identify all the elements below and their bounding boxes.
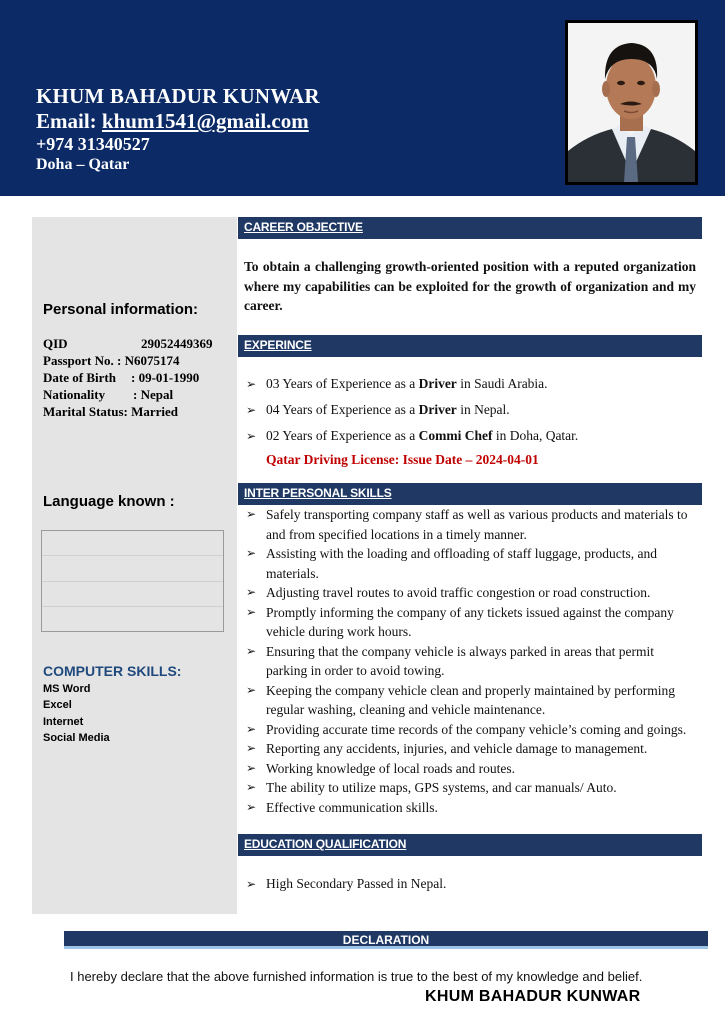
arrowhead-bullet-icon: ➢: [246, 377, 257, 391]
education-item: [246, 876, 446, 892]
marital-label: Marital Status:: [43, 404, 128, 419]
experience-role: Driver: [418, 402, 457, 417]
education-text: High Secondary Passed in Nepal.: [266, 876, 447, 891]
declaration-text: I hereby declare that the above furnished information is true to the best of my knowledge and belief.: [70, 969, 643, 984]
arrowhead-bullet-icon: ➢: [246, 643, 257, 658]
list-item: [246, 583, 698, 603]
experience-role: Driver: [418, 376, 457, 391]
language-table-row-divider: [42, 581, 223, 582]
skills-list: [246, 505, 698, 817]
arrowhead-bullet-icon: ➢: [246, 799, 257, 814]
dob-label: Date of Birth: [43, 370, 116, 385]
language-heading: Language known :: [43, 493, 175, 510]
skill-text: Safely transporting company staff as well as various products and materials to and from specified locations in a timely manner.: [266, 507, 688, 542]
skill-text: Effective communication skills.: [266, 799, 438, 815]
language-table: [41, 530, 224, 632]
skill-text: Ensuring that the company vehicle is always parked in areas that permit parking in order to avoid towing.: [266, 643, 654, 678]
qid-label: QID: [43, 336, 68, 351]
arrowhead-bullet-icon: ➢: [246, 403, 257, 417]
experience-item: [246, 402, 510, 418]
personal-row-passport: [43, 353, 180, 369]
list-item: [246, 681, 698, 720]
arrowhead-bullet-icon: ➢: [246, 507, 257, 521]
section-title: EDUCATION QUALIFICATION: [244, 837, 407, 851]
nationality-label: Nationality: [43, 387, 106, 402]
skill-text: The ability to utilize maps, GPS systems, and car manuals/ Auto.: [266, 780, 617, 795]
list-item: [246, 642, 698, 681]
skill-text: Adjusting travel routes to avoid traffic congestion or road construction.: [266, 585, 651, 600]
section-title: CAREER OBJECTIVE: [244, 220, 363, 234]
profile-photo: [565, 20, 698, 185]
arrowhead-bullet-icon: ➢: [246, 546, 257, 560]
list-item: [246, 778, 698, 798]
dob-value: : 09-01-1990: [131, 370, 200, 385]
list-item: [246, 505, 698, 544]
phone-number: +974 31340527: [36, 134, 150, 154]
objective-text: To obtain a challenging growth-oriented position with a reputed organization where my capabilities can be exploited for the growth of organization and my career.: [244, 259, 696, 313]
personal-row-qid: [43, 336, 213, 352]
personal-row-dob: [43, 370, 200, 386]
experience-place: in Saudi Arabia.: [456, 376, 548, 391]
list-item: [246, 798, 698, 818]
arrowhead-bullet-icon: ➢: [246, 604, 257, 619]
experience-role: Commi Chef: [418, 428, 493, 443]
experience-text: 03 Years of Experience as a: [266, 376, 419, 391]
driving-license-note: Qatar Driving License: Issue Date – 2024-04-01: [266, 452, 539, 467]
computer-skills-heading: COMPUTER SKILLS:: [43, 663, 182, 679]
arrowhead-bullet-icon: ➢: [246, 741, 257, 755]
arrowhead-bullet-icon: ➢: [246, 585, 257, 599]
location: Doha – Qatar: [36, 156, 130, 173]
career-objective-header: [238, 217, 702, 239]
experience-header: [238, 335, 702, 357]
computer-skill-item: Excel: [43, 699, 72, 711]
marital-value: Married: [131, 404, 179, 419]
section-title: EXPERINCE: [244, 338, 312, 352]
list-item: [246, 739, 698, 759]
passport-value: N6075174: [124, 353, 180, 368]
section-title: INTER PERSONAL SKILLS: [244, 486, 392, 500]
section-title: DECLARATION: [342, 933, 430, 947]
passport-label: Passport No. :: [43, 353, 122, 368]
personal-info-heading: Personal information:: [43, 301, 199, 318]
experience-place: in Nepal.: [456, 402, 510, 417]
interpersonal-skills-header: [238, 483, 702, 505]
arrowhead-bullet-icon: ➢: [246, 721, 257, 736]
experience-item: [246, 428, 578, 444]
list-item: [246, 759, 698, 779]
experience-item: [246, 376, 548, 392]
education-header: [238, 834, 702, 856]
personal-row-marital: [43, 404, 178, 420]
skill-text: Reporting any accidents, injuries, and vehicle damage to management.: [266, 741, 648, 756]
experience-text: 04 Years of Experience as a: [266, 402, 419, 417]
computer-skill-item: Social Media: [43, 732, 110, 744]
list-item: [246, 603, 698, 642]
computer-skill-item: Internet: [43, 716, 84, 728]
qid-value: 29052449369: [141, 336, 213, 351]
language-table-row-divider: [42, 606, 223, 607]
signature-name: KHUM BAHADUR KUNWAR: [425, 988, 641, 1005]
computer-skill-item: MS Word: [43, 683, 91, 695]
candidate-name: KHUM BAHADUR KUNWAR: [36, 84, 320, 108]
arrowhead-bullet-icon: ➢: [246, 429, 257, 443]
declaration-header: [64, 931, 708, 949]
list-item: [246, 720, 698, 740]
skill-text: Keeping the company vehicle clean and properly maintained by performing regular washing, cleaning and vehicle maintenance.: [266, 682, 675, 717]
skill-text: Providing accurate time records of the company vehicle’s coming and goings.: [266, 721, 687, 737]
experience-place: in Doha, Qatar.: [492, 428, 579, 443]
arrowhead-bullet-icon: ➢: [246, 760, 257, 775]
experience-text: 02 Years of Experience as a: [266, 428, 419, 443]
arrowhead-bullet-icon: ➢: [246, 682, 257, 697]
skill-text: Assisting with the loading and offloading of staff luggage, products, and materials.: [266, 546, 657, 581]
email-label: Email:: [36, 109, 102, 133]
skill-text: Promptly informing the company of any tickets issued against the company vehicle during work hours.: [266, 604, 674, 639]
arrowhead-bullet-icon: ➢: [246, 877, 257, 891]
email-line: [36, 109, 309, 134]
personal-row-nationality: [43, 387, 174, 403]
email-link[interactable]: khum1541@gmail.com: [101, 109, 309, 133]
list-item: [246, 544, 698, 583]
arrowhead-bullet-icon: ➢: [246, 780, 257, 794]
language-table-row-divider: [42, 555, 223, 556]
skill-text: Working knowledge of local roads and routes.: [266, 760, 515, 776]
nationality-value: : Nepal: [133, 387, 174, 402]
